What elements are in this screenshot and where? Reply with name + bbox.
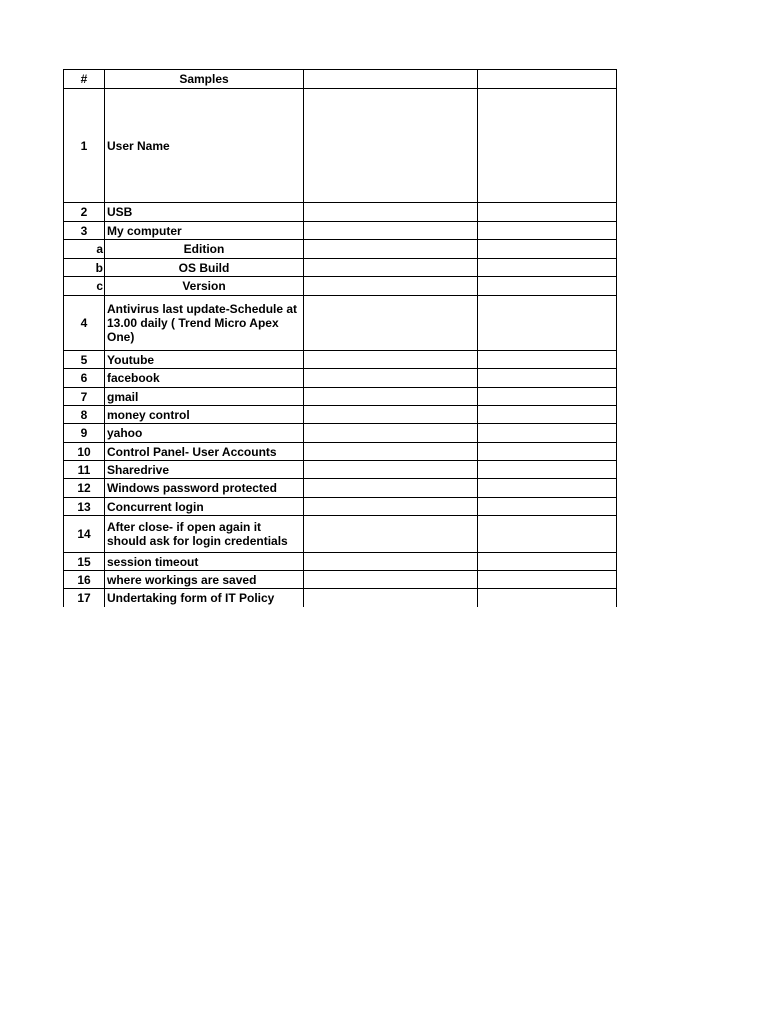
row-col4-cell xyxy=(478,571,617,589)
header-row xyxy=(64,70,617,89)
row-col4-cell xyxy=(478,589,617,607)
header-samples: Samples xyxy=(105,70,304,89)
table-row xyxy=(64,351,617,369)
table-row xyxy=(64,240,617,259)
row-col3-cell xyxy=(304,424,478,443)
row-number: 15 xyxy=(64,553,105,571)
row-number: 7 xyxy=(64,388,105,406)
row-sample: Windows password protected xyxy=(105,479,304,498)
row-col3-cell xyxy=(304,203,478,222)
row-col4-cell xyxy=(478,498,617,516)
row-sample: Control Panel- User Accounts xyxy=(105,443,304,461)
row-col4-cell xyxy=(478,203,617,222)
row-sample: Version xyxy=(105,277,304,296)
row-col3-cell xyxy=(304,406,478,424)
row-number: 1 xyxy=(64,89,105,203)
row-sample: Concurrent login xyxy=(105,498,304,516)
row-col4-cell xyxy=(478,516,617,553)
row-col3-cell xyxy=(304,222,478,240)
row-col3-cell xyxy=(304,553,478,571)
row-col4-cell xyxy=(478,351,617,369)
row-col4-cell xyxy=(478,461,617,479)
table-row xyxy=(64,443,617,461)
row-col4-cell xyxy=(478,443,617,461)
row-col3-cell xyxy=(304,388,478,406)
row-number: 2 xyxy=(64,203,105,222)
row-col4-cell xyxy=(478,406,617,424)
row-sample: USB xyxy=(105,203,304,222)
row-sample: money control xyxy=(105,406,304,424)
table-row xyxy=(64,461,617,479)
row-col4-cell xyxy=(478,479,617,498)
row-sample: session timeout xyxy=(105,553,304,571)
row-number: 6 xyxy=(64,369,105,388)
row-col3-cell xyxy=(304,259,478,277)
row-number: 10 xyxy=(64,443,105,461)
table-row xyxy=(64,369,617,388)
row-sample: OS Build xyxy=(105,259,304,277)
row-col3-cell xyxy=(304,369,478,388)
row-number: 12 xyxy=(64,479,105,498)
header-col3 xyxy=(304,70,478,89)
row-sample: After close- if open again it should ask for login credentials xyxy=(105,516,304,553)
row-col3-cell xyxy=(304,571,478,589)
row-col4-cell xyxy=(478,222,617,240)
row-col4-cell xyxy=(478,259,617,277)
row-col4-cell xyxy=(478,277,617,296)
table-row xyxy=(64,259,617,277)
table-row xyxy=(64,388,617,406)
table-row xyxy=(64,277,617,296)
row-col4-cell xyxy=(478,240,617,259)
row-sample: My computer xyxy=(105,222,304,240)
row-col4-cell xyxy=(478,89,617,203)
table-row xyxy=(64,498,617,516)
row-col3-cell xyxy=(304,89,478,203)
samples-table xyxy=(63,69,617,607)
table-row xyxy=(64,424,617,443)
row-col4-cell xyxy=(478,388,617,406)
row-col3-cell xyxy=(304,516,478,553)
row-number: 4 xyxy=(64,296,105,351)
row-subnumber: b xyxy=(64,259,105,277)
row-col3-cell xyxy=(304,498,478,516)
table-row xyxy=(64,479,617,498)
row-col4-cell xyxy=(478,369,617,388)
header-num: # xyxy=(64,70,105,89)
table-row xyxy=(64,571,617,589)
row-sample: gmail xyxy=(105,388,304,406)
table-row xyxy=(64,589,617,607)
table-row xyxy=(64,203,617,222)
table-row xyxy=(64,406,617,424)
row-number: 11 xyxy=(64,461,105,479)
row-number: 17 xyxy=(64,589,105,607)
row-subnumber: c xyxy=(64,277,105,296)
row-sample: facebook xyxy=(105,369,304,388)
table-row xyxy=(64,296,617,351)
row-col3-cell xyxy=(304,351,478,369)
row-sample: Youtube xyxy=(105,351,304,369)
row-col3-cell xyxy=(304,240,478,259)
header-col4 xyxy=(478,70,617,89)
table-row xyxy=(64,553,617,571)
row-col3-cell xyxy=(304,461,478,479)
row-col3-cell xyxy=(304,277,478,296)
row-number: 5 xyxy=(64,351,105,369)
table-row xyxy=(64,222,617,240)
row-number: 16 xyxy=(64,571,105,589)
row-sample: yahoo xyxy=(105,424,304,443)
row-number: 9 xyxy=(64,424,105,443)
table-row xyxy=(64,89,617,203)
row-sample: User Name xyxy=(105,89,304,203)
row-col3-cell xyxy=(304,296,478,351)
row-number: 14 xyxy=(64,516,105,553)
row-sample: where workings are saved xyxy=(105,571,304,589)
row-col4-cell xyxy=(478,553,617,571)
row-col3-cell xyxy=(304,589,478,607)
row-subnumber: a xyxy=(64,240,105,259)
row-col4-cell xyxy=(478,424,617,443)
row-sample: Undertaking form of IT Policy xyxy=(105,589,304,607)
row-col4-cell xyxy=(478,296,617,351)
table-row xyxy=(64,516,617,553)
row-col3-cell xyxy=(304,479,478,498)
row-col3-cell xyxy=(304,443,478,461)
row-sample: Edition xyxy=(105,240,304,259)
row-sample: Antivirus last update-Schedule at 13.00 daily ( Trend Micro Apex One) xyxy=(105,296,304,351)
row-number: 3 xyxy=(64,222,105,240)
row-number: 8 xyxy=(64,406,105,424)
row-sample: Sharedrive xyxy=(105,461,304,479)
row-number: 13 xyxy=(64,498,105,516)
